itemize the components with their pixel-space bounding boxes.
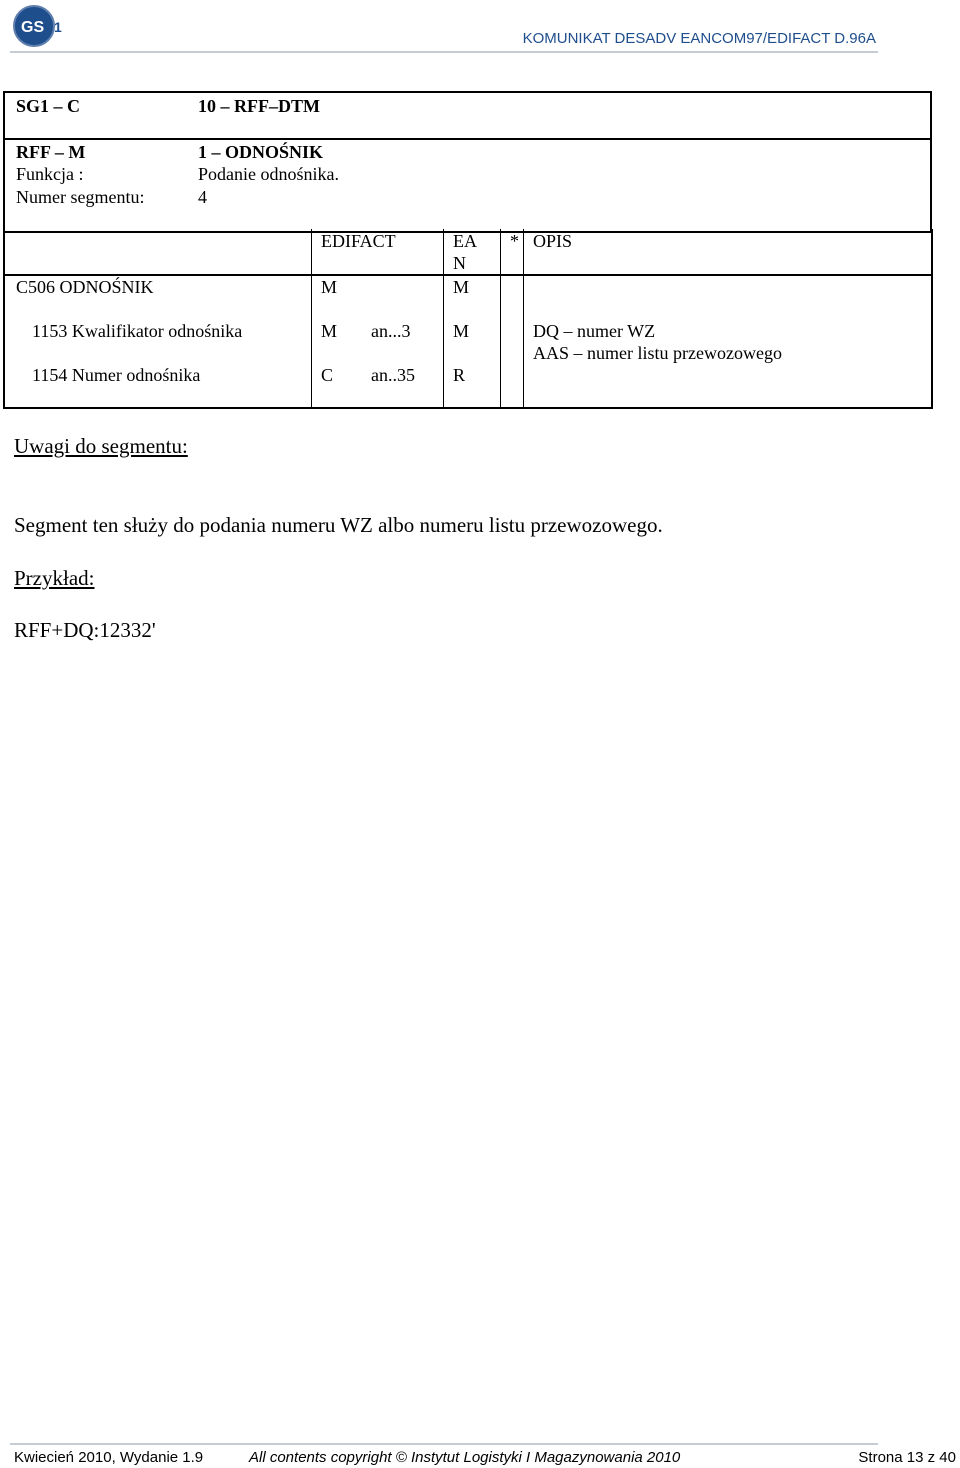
element-status: M <box>321 321 338 341</box>
segment-info-box <box>3 91 932 233</box>
element-ean-status: M <box>453 321 470 341</box>
segment-box-divider <box>5 138 930 140</box>
element-ean-status: R <box>453 365 466 385</box>
function-value: Podanie odnośnika. <box>198 164 339 184</box>
function-label: Funkcja : <box>16 164 84 184</box>
segment-number-value: 4 <box>198 187 207 207</box>
composite-name: C506 ODNOŚNIK <box>16 277 154 297</box>
footer-page-number: Strona 13 z 40 <box>858 1449 956 1466</box>
notes-text: Segment ten służy do podania numeru WZ albo numeru listu przewozowego. <box>14 513 663 537</box>
description-line: AAS – numer listu przewozowego <box>533 343 782 363</box>
svg-text:1: 1 <box>54 19 62 35</box>
composite-ean-status: M <box>453 277 470 297</box>
table-header-divider <box>5 274 931 276</box>
element-status: C <box>321 365 334 385</box>
example-code: RFF+DQ:12332' <box>14 618 156 642</box>
header-ean-line2: N <box>453 253 466 273</box>
svg-text:GS: GS <box>21 19 45 36</box>
table-column-divider <box>311 229 312 407</box>
header-divider <box>10 51 878 53</box>
segment-code-value: 1 – ODNOŚNIK <box>198 142 324 162</box>
element-format: an..35 <box>371 365 415 385</box>
gs1-logo <box>12 4 64 48</box>
element-table <box>3 229 933 409</box>
table-column-divider <box>443 229 444 407</box>
example-heading: Przykład: <box>14 566 95 590</box>
header-opis: OPIS <box>533 231 573 251</box>
element-name: 1154 Numer odnośnika <box>32 365 201 385</box>
notes-heading: Uwagi do segmentu: <box>14 434 188 458</box>
element-name: 1153 Kwalifikator odnośnika <box>32 321 243 341</box>
segment-number-label: Numer segmentu: <box>16 187 145 207</box>
segment-group-label: SG1 – C <box>16 96 81 116</box>
element-format: an...3 <box>371 321 411 341</box>
header-ean-line1: EA <box>453 231 477 251</box>
document-title: KOMUNIKAT DESADV EANCOM97/EDIFACT D.96A <box>522 30 876 47</box>
segment-group-value: 10 – RFF–DTM <box>198 96 320 116</box>
description-line: DQ – numer WZ <box>533 321 656 341</box>
header-edifact: EDIFACT <box>321 231 396 251</box>
footer-edition: Kwiecień 2010, Wydanie 1.9 <box>14 1449 204 1466</box>
footer-divider <box>10 1443 878 1445</box>
table-column-divider <box>500 229 501 407</box>
header-star: * <box>510 231 519 251</box>
segment-code-label: RFF – M <box>16 142 86 162</box>
table-column-divider <box>523 229 524 407</box>
composite-edifact-status: M <box>321 277 338 297</box>
footer-copyright: All contents copyright © Instytut Logistyki I Magazynowania 2010 <box>249 1449 681 1466</box>
